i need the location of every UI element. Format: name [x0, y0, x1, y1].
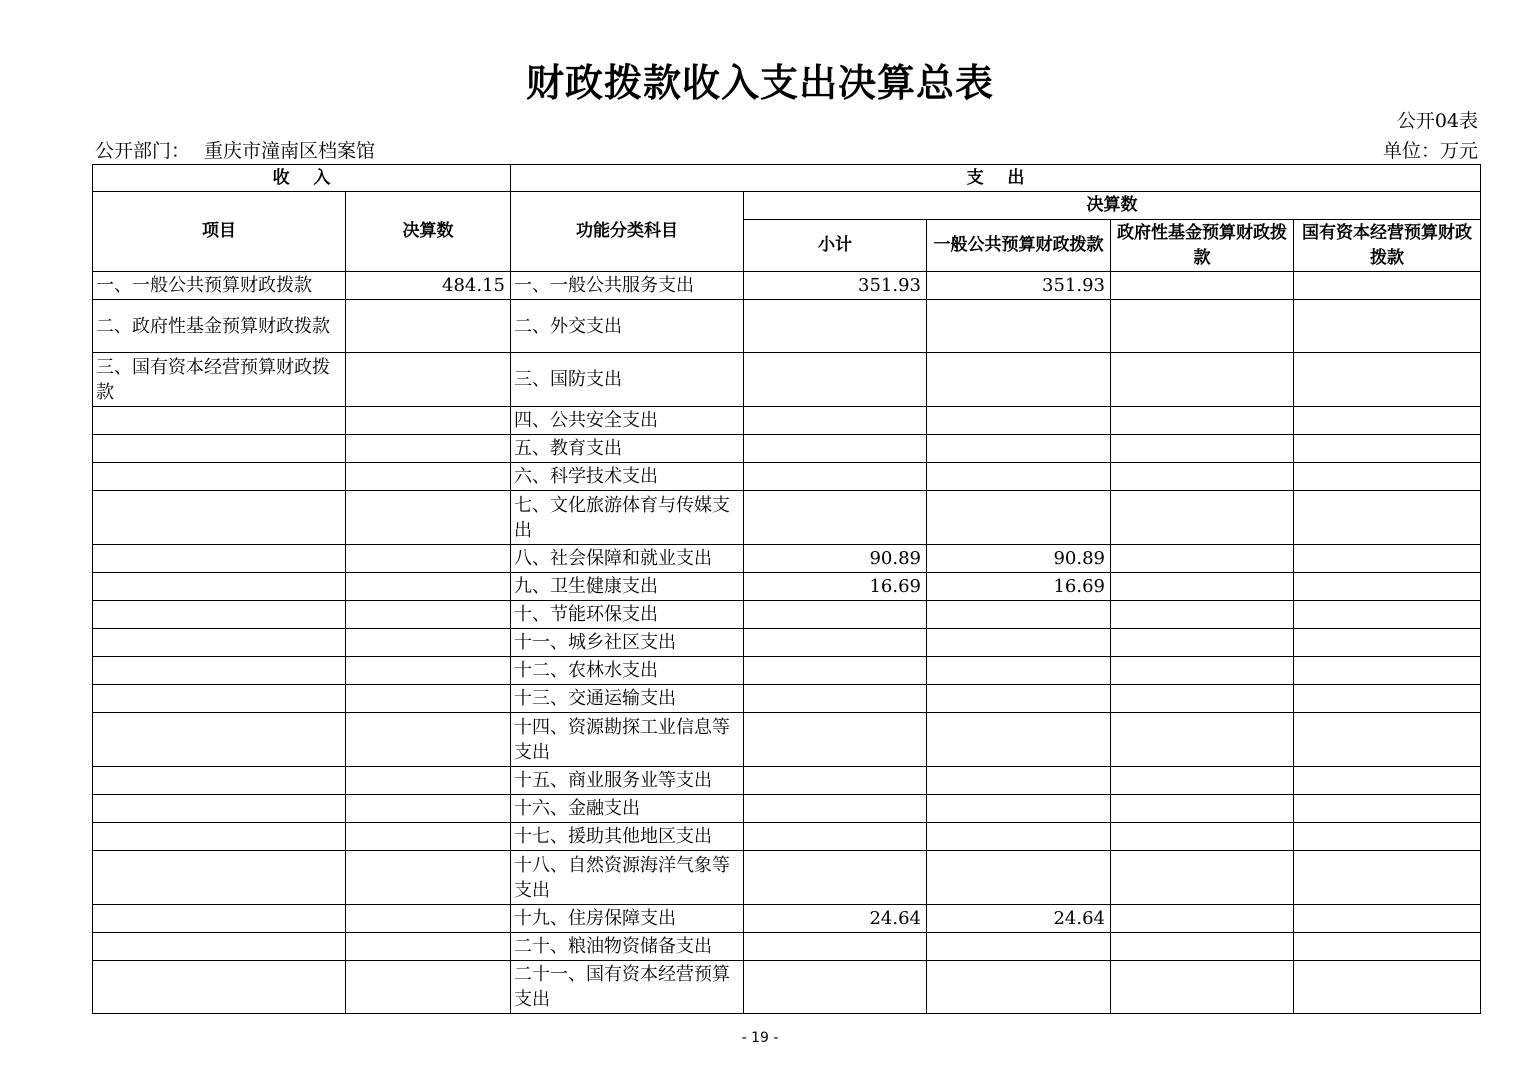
function-category-cell: 二、外交支出 — [511, 300, 744, 353]
income-item-cell — [93, 933, 346, 961]
department-name: 重庆市潼南区档案馆 — [204, 140, 376, 162]
income-item-cell — [93, 573, 346, 601]
income-amount-cell — [346, 300, 511, 353]
state-capital-cell — [1294, 851, 1481, 905]
income-item-cell — [93, 905, 346, 933]
state-capital-cell — [1294, 933, 1481, 961]
income-item-cell — [93, 657, 346, 685]
income-item-cell — [93, 545, 346, 573]
table-row — [93, 657, 1481, 685]
subtotal-cell: 351.93 — [744, 272, 927, 300]
income-item-cell: 二、政府性基金预算财政拨款 — [93, 300, 346, 353]
general-budget-cell — [927, 435, 1111, 463]
subtotal-cell — [744, 300, 927, 353]
function-category-cell: 十九、住房保障支出 — [511, 905, 744, 933]
income-amount-cell — [346, 657, 511, 685]
income-header: 收 入 — [93, 165, 511, 192]
item-header: 项目 — [93, 192, 346, 272]
subtotal-cell: 24.64 — [744, 905, 927, 933]
subtotal-cell — [744, 407, 927, 435]
income-amount-cell — [346, 601, 511, 629]
income-amount-cell — [346, 407, 511, 435]
general-budget-cell — [927, 933, 1111, 961]
income-item-cell — [93, 463, 346, 491]
gov-fund-cell — [1111, 629, 1294, 657]
subtotal-cell: 90.89 — [744, 545, 927, 573]
gov-fund-cell — [1111, 573, 1294, 601]
gov-fund-cell — [1111, 933, 1294, 961]
general-budget-cell: 90.89 — [927, 545, 1111, 573]
function-category-cell: 十、节能环保支出 — [511, 601, 744, 629]
gov-fund-cell — [1111, 713, 1294, 767]
subtotal-cell — [744, 685, 927, 713]
gov-fund-header: 政府性基金预算财政拨款 — [1111, 220, 1294, 272]
table-row — [93, 407, 1481, 435]
income-amount-cell — [346, 685, 511, 713]
general-budget-cell — [927, 713, 1111, 767]
general-budget-cell — [927, 601, 1111, 629]
income-item-cell — [93, 823, 346, 851]
income-amount-cell — [346, 795, 511, 823]
income-amount-cell — [346, 961, 511, 1014]
general-budget-cell — [927, 961, 1111, 1014]
function-category-cell: 九、卫生健康支出 — [511, 573, 744, 601]
subtotal-cell — [744, 767, 927, 795]
income-amount-cell — [346, 629, 511, 657]
table-row — [93, 905, 1481, 933]
table-row — [93, 491, 1481, 545]
general-budget-cell — [927, 629, 1111, 657]
general-budget-cell: 16.69 — [927, 573, 1111, 601]
income-amount-cell — [346, 463, 511, 491]
general-budget-cell: 24.64 — [927, 905, 1111, 933]
state-capital-cell — [1294, 685, 1481, 713]
general-budget-cell — [927, 463, 1111, 491]
function-category-cell: 二十一、国有资本经营预算支出 — [511, 961, 744, 1014]
function-category-cell: 二十、粮油物资储备支出 — [511, 933, 744, 961]
subtotal-cell — [744, 795, 927, 823]
income-item-cell — [93, 435, 346, 463]
state-capital-header: 国有资本经营预算财政拨款 — [1294, 220, 1481, 272]
form-number: 公开04表 — [1396, 110, 1478, 132]
general-budget-header: 一般公共预算财政拨款 — [927, 220, 1111, 272]
state-capital-cell — [1294, 272, 1481, 300]
function-category-cell: 四、公共安全支出 — [511, 407, 744, 435]
income-item-cell — [93, 961, 346, 1014]
state-capital-cell — [1294, 545, 1481, 573]
function-category-cell: 八、社会保障和就业支出 — [511, 545, 744, 573]
income-item-cell — [93, 407, 346, 435]
subtotal-cell — [744, 713, 927, 767]
general-budget-cell — [927, 407, 1111, 435]
function-category-cell: 六、科学技术支出 — [511, 463, 744, 491]
income-amount-cell — [346, 491, 511, 545]
state-capital-cell — [1294, 463, 1481, 491]
gov-fund-cell — [1111, 851, 1294, 905]
table-row — [93, 545, 1481, 573]
state-capital-cell — [1294, 713, 1481, 767]
general-budget-cell — [927, 823, 1111, 851]
income-item-cell — [93, 685, 346, 713]
table-row — [93, 685, 1481, 713]
state-capital-cell — [1294, 629, 1481, 657]
state-capital-cell — [1294, 601, 1481, 629]
income-item-cell — [93, 767, 346, 795]
table-row — [93, 933, 1481, 961]
state-capital-cell — [1294, 795, 1481, 823]
gov-fund-cell — [1111, 545, 1294, 573]
general-budget-cell — [927, 851, 1111, 905]
general-budget-cell — [927, 767, 1111, 795]
table-row — [93, 961, 1481, 1014]
gov-fund-cell — [1111, 407, 1294, 435]
table-row — [93, 601, 1481, 629]
function-header: 功能分类科目 — [511, 192, 744, 272]
gov-fund-cell — [1111, 272, 1294, 300]
subtotal-cell — [744, 629, 927, 657]
subtotal-cell — [744, 961, 927, 1014]
expense-header: 支 出 — [511, 165, 1481, 192]
income-amount-cell — [346, 851, 511, 905]
table-row — [93, 629, 1481, 657]
general-budget-cell — [927, 795, 1111, 823]
state-capital-cell — [1294, 300, 1481, 353]
state-capital-cell — [1294, 491, 1481, 545]
income-item-cell: 一、一般公共预算财政拨款 — [93, 272, 346, 300]
state-capital-cell — [1294, 573, 1481, 601]
general-budget-cell: 351.93 — [927, 272, 1111, 300]
state-capital-cell — [1294, 657, 1481, 685]
subtotal-cell — [744, 933, 927, 961]
table-row — [93, 851, 1481, 905]
subtotal-cell — [744, 435, 927, 463]
gov-fund-cell — [1111, 795, 1294, 823]
gov-fund-cell — [1111, 300, 1294, 353]
budget-table — [92, 164, 1481, 1014]
income-item-cell — [93, 713, 346, 767]
subtotal-cell: 16.69 — [744, 573, 927, 601]
income-amount-cell — [346, 713, 511, 767]
income-item-cell — [93, 629, 346, 657]
gov-fund-cell — [1111, 491, 1294, 545]
table-row — [93, 823, 1481, 851]
subtotal-cell — [744, 353, 927, 407]
general-budget-cell — [927, 300, 1111, 353]
income-item-cell — [93, 491, 346, 545]
table-row — [93, 300, 1481, 353]
function-category-cell: 十五、商业服务业等支出 — [511, 767, 744, 795]
gov-fund-cell — [1111, 657, 1294, 685]
gov-fund-cell — [1111, 905, 1294, 933]
function-category-cell: 十一、城乡社区支出 — [511, 629, 744, 657]
gov-fund-cell — [1111, 961, 1294, 1014]
gov-fund-cell — [1111, 767, 1294, 795]
page-title: 财政拨款收入支出决算总表 — [525, 61, 994, 105]
table-row — [93, 767, 1481, 795]
gov-fund-cell — [1111, 435, 1294, 463]
gov-fund-cell — [1111, 601, 1294, 629]
state-capital-cell — [1294, 767, 1481, 795]
gov-fund-cell — [1111, 353, 1294, 407]
general-budget-cell — [927, 353, 1111, 407]
table-row — [93, 353, 1481, 407]
function-category-cell: 五、教育支出 — [511, 435, 744, 463]
subtotal-cell — [744, 851, 927, 905]
function-category-cell: 十八、自然资源海洋气象等支出 — [511, 851, 744, 905]
state-capital-cell — [1294, 407, 1481, 435]
table-row — [93, 713, 1481, 767]
function-category-cell: 十四、资源勘探工业信息等支出 — [511, 713, 744, 767]
amount-header: 决算数 — [346, 192, 511, 272]
state-capital-cell — [1294, 823, 1481, 851]
income-amount-cell — [346, 435, 511, 463]
income-amount-cell — [346, 905, 511, 933]
income-amount-cell — [346, 823, 511, 851]
function-category-cell: 三、国防支出 — [511, 353, 744, 407]
income-item-cell — [93, 601, 346, 629]
subtotal-cell — [744, 463, 927, 491]
table-row — [93, 272, 1481, 300]
subtotal-cell — [744, 657, 927, 685]
subtotal-cell — [744, 491, 927, 545]
gov-fund-cell — [1111, 823, 1294, 851]
gov-fund-cell — [1111, 685, 1294, 713]
subtotal-header: 小计 — [744, 220, 927, 272]
gov-fund-cell — [1111, 463, 1294, 491]
function-category-cell: 十六、金融支出 — [511, 795, 744, 823]
function-category-cell: 十二、农林水支出 — [511, 657, 744, 685]
subtotal-cell — [744, 823, 927, 851]
general-budget-cell — [927, 491, 1111, 545]
table-row — [93, 435, 1481, 463]
table-row — [93, 573, 1481, 601]
general-budget-cell — [927, 685, 1111, 713]
function-category-cell: 十七、援助其他地区支出 — [511, 823, 744, 851]
income-amount-cell — [346, 933, 511, 961]
income-amount-cell — [346, 767, 511, 795]
income-amount-cell — [346, 545, 511, 573]
unit-label: 单位：万元 — [1382, 140, 1478, 162]
income-amount-cell — [346, 353, 511, 407]
state-capital-cell — [1294, 353, 1481, 407]
function-category-cell: 七、文化旅游体育与传媒支出 — [511, 491, 744, 545]
income-amount-cell — [346, 573, 511, 601]
department-line — [95, 136, 389, 163]
table-row — [93, 463, 1481, 491]
income-item-cell: 三、国有资本经营预算财政拨款 — [93, 353, 346, 407]
state-capital-cell — [1294, 435, 1481, 463]
function-category-cell: 十三、交通运输支出 — [511, 685, 744, 713]
income-amount-cell: 484.15 — [346, 272, 511, 300]
department-label: 公开部门： — [95, 140, 191, 162]
subtotal-cell — [744, 601, 927, 629]
table-row — [93, 795, 1481, 823]
income-item-cell — [93, 851, 346, 905]
function-category-cell: 一、一般公共服务支出 — [511, 272, 744, 300]
final-amount-header: 决算数 — [744, 192, 1481, 220]
general-budget-cell — [927, 657, 1111, 685]
page-number: - 19 - — [741, 1030, 779, 1046]
state-capital-cell — [1294, 961, 1481, 1014]
state-capital-cell — [1294, 905, 1481, 933]
income-item-cell — [93, 795, 346, 823]
